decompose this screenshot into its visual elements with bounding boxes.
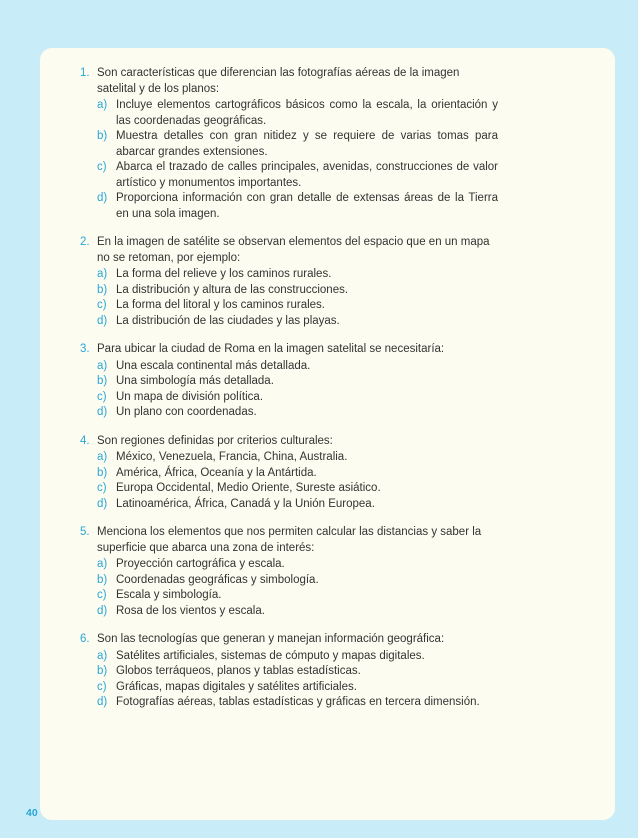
option-text: Proyección cartográfica y escala. — [116, 558, 285, 570]
option-text: Rosa de los vientos y escala. — [116, 604, 265, 617]
option-d — [97, 191, 498, 222]
option-letter: c) — [97, 680, 107, 693]
option-list — [97, 98, 498, 222]
option-list — [97, 557, 498, 619]
option-letter: c) — [97, 482, 107, 494]
question-number: 3. — [80, 343, 90, 355]
option-a — [97, 98, 498, 129]
option-text: La forma del relieve y los caminos rurales. — [116, 268, 332, 280]
option-d — [97, 314, 498, 330]
option-d — [97, 695, 498, 711]
question-header — [80, 434, 498, 450]
option-letter: b) — [97, 466, 108, 479]
option-text: Una simbología más detallada. — [116, 375, 274, 387]
option-text: La distribución y altura de las construcciones. — [116, 283, 349, 296]
option-c — [97, 588, 498, 604]
option-text: Globos terráqueos, planos y tablas estadísticas. — [116, 665, 361, 677]
option-a — [97, 267, 498, 283]
question-text: Son características que diferencian las fotografías aéreas de la imagen satelital y de los planos: — [97, 67, 460, 95]
option-letter: d) — [97, 192, 108, 204]
question-3 — [80, 342, 498, 421]
option-text: La forma del litoral y los caminos rurales. — [116, 299, 325, 311]
option-b — [97, 129, 498, 160]
option-letter: b) — [97, 375, 108, 387]
question-text: Menciona los elementos que nos permiten calcular las distancias y saber la superficie que abarca una zona de interés: — [97, 526, 482, 554]
option-text: Coordenadas geográficas y simbología. — [116, 573, 319, 586]
option-d — [97, 604, 498, 620]
option-letter: b) — [97, 665, 108, 677]
option-letter: c) — [97, 299, 107, 311]
option-a — [97, 359, 498, 375]
question-text: Son las tecnologías que generan y manejan información geográfica: — [97, 633, 445, 645]
option-b — [97, 283, 498, 299]
option-letter: a) — [97, 359, 108, 372]
question-number: 5. — [80, 526, 90, 538]
question-list — [80, 66, 498, 724]
option-text: Europa Occidental, Medio Oriente, Sureste asiático. — [116, 482, 381, 494]
option-letter: d) — [97, 696, 108, 708]
option-text: Gráficas, mapas digitales y satélites artificiales. — [116, 680, 357, 693]
option-letter: c) — [97, 589, 107, 601]
option-list — [97, 649, 498, 711]
option-text: México, Venezuela, Francia, China, Australia. — [116, 451, 348, 463]
option-text: Proporciona información con gran detalle de extensas áreas de la Tierra en una sola imagen. — [116, 192, 498, 220]
option-b — [97, 374, 498, 390]
option-letter: a) — [97, 268, 108, 280]
question-6 — [80, 632, 498, 711]
option-c — [97, 298, 498, 314]
question-4 — [80, 434, 498, 513]
option-letter: d) — [97, 604, 108, 617]
option-c — [97, 390, 498, 406]
option-letter: a) — [97, 99, 108, 111]
option-b — [97, 573, 498, 589]
option-letter: a) — [97, 649, 108, 662]
option-d — [97, 405, 498, 421]
option-text: Fotografías aéreas, tablas estadísticas y gráficas en tercera dimensión. — [116, 696, 480, 708]
option-list — [97, 267, 498, 329]
option-text: Muestra detalles con gran nitidez y se requiere de varias tomas para abarcar grandes extensiones. — [116, 130, 498, 158]
option-text: Escala y simbología. — [116, 589, 222, 601]
question-2 — [80, 235, 498, 329]
option-b — [97, 664, 498, 680]
question-number: 4. — [80, 434, 90, 447]
option-letter: a) — [97, 451, 108, 463]
question-header — [80, 342, 498, 358]
question-1 — [80, 66, 498, 222]
option-text: Una escala continental más detallada. — [116, 359, 311, 372]
option-letter: b) — [97, 573, 108, 586]
question-number: 2. — [80, 236, 90, 248]
option-text: Un plano con coordenadas. — [116, 406, 257, 418]
option-letter: b) — [97, 130, 108, 142]
option-text: Incluye elementos cartográficos básicos como la escala, la orientación y las coordenadas geográficas. — [116, 99, 498, 127]
option-a — [97, 450, 498, 466]
option-letter: d) — [97, 314, 108, 327]
option-letter: c) — [97, 161, 107, 173]
question-number: 6. — [80, 633, 90, 645]
page-number: 40 — [26, 807, 38, 819]
question-header — [80, 632, 498, 648]
question-text: Son regiones definidas por criterios culturales: — [97, 434, 333, 447]
option-letter: c) — [97, 390, 107, 403]
option-a — [97, 557, 498, 573]
option-text: Un mapa de división política. — [116, 390, 264, 403]
question-header — [80, 235, 498, 266]
option-b — [97, 466, 498, 482]
option-d — [97, 497, 498, 513]
option-text: Latinoamérica, África, Canadá y la Unión Europea. — [116, 497, 375, 510]
option-list — [97, 359, 498, 421]
option-a — [97, 649, 498, 665]
option-c — [97, 680, 498, 696]
question-5 — [80, 525, 498, 619]
question-number: 1. — [80, 67, 90, 79]
option-letter: a) — [97, 558, 108, 570]
option-list — [97, 450, 498, 512]
question-text: Para ubicar la ciudad de Roma en la imagen satelital se necesitaría: — [97, 343, 445, 355]
option-text: Satélites artificiales, sistemas de cómputo y mapas digitales. — [116, 649, 425, 662]
option-text: América, África, Oceanía y la Antártida. — [116, 466, 317, 479]
question-header — [80, 525, 498, 556]
question-header — [80, 66, 498, 97]
option-c — [97, 481, 498, 497]
option-letter: d) — [97, 497, 108, 510]
option-letter: d) — [97, 406, 108, 418]
option-c — [97, 160, 498, 191]
question-text: En la imagen de satélite se observan elementos del espacio que en un mapa no se retoman, por ejemplo: — [97, 236, 490, 264]
option-text: Abarca el trazado de calles principales, avenidas, construcciones de valor artístico y monumentos importantes. — [116, 161, 498, 189]
option-text: La distribución de las ciudades y las playas. — [116, 314, 340, 327]
option-letter: b) — [97, 283, 108, 296]
